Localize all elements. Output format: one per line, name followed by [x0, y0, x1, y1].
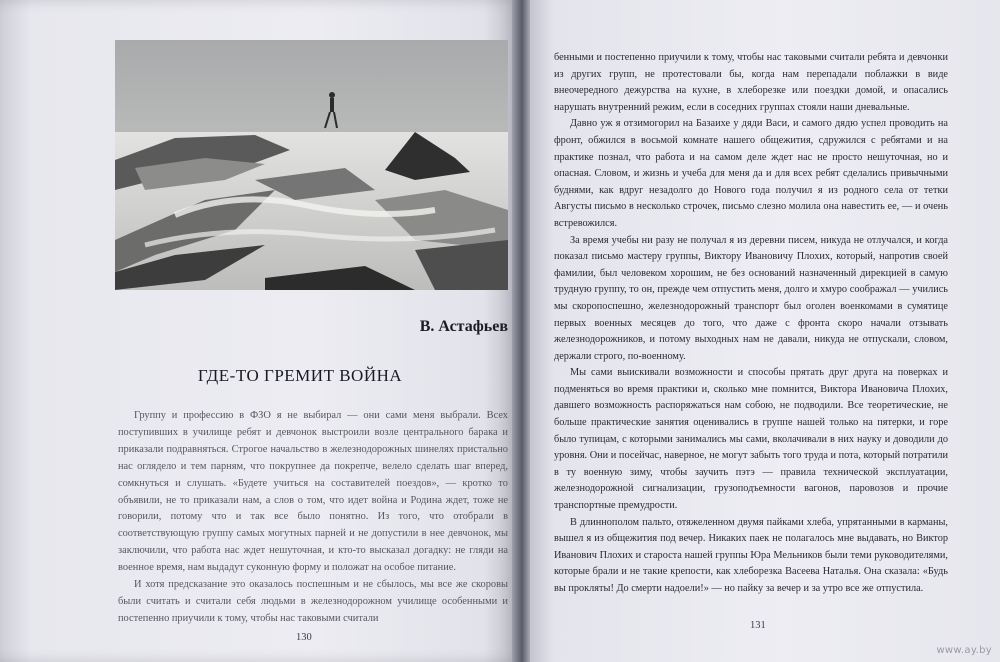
- paragraph: Давно уж я отзимогорил на Базаихе у дяди Васи, и самого дядю успел проводить на фронт, обжился в восьмой комнате нашего общежития, сдружился с ребятами и на практике познал, что работа и на самом деле ждет нас не просто нешуточная, но и опасная. Словом, и жизнь и учеба для меня да и для всех ребят сделались привычными буднями, как вдруг незадолго до Нового года получил я из родного села от тетки Августы письмо в несколько строчек, письмо слезно молила она навестить ее, — и очень встревожился.: [554, 118, 948, 229]
- paragraph: Мы сами выискивали возможности и способы прятать друг друга на поверках и подменяться во время практики и, сколько мне помнится, Виктора Ивановича Плохих, давшего возможность распоряжаться нам собою, не подводили. Все теоретические, не больше практические занятия оценивались в группе нашей только на пятерки, и горе было тупицам, с которыми занимались мы сами, вколачивали в них науку и доводили до уровня. Они и посейчас, наверное, не могут забыть того труда и пота, который потратили в ту военную зиму, чтобы заучить пэтэ — правила технической эксплуатации, железнодорожной сигнализации, грузоподъемности вагонов, паровозов и прочие транспортные премудрости.: [554, 367, 948, 512]
- paragraph: И хотя предсказание это оказалось поспешным и не сбылось, мы все же скоровы были считать и считали себя людьми в железнодорожном училище особенными и постепенно приучили к тому, чтобы нас таковыми считали: [118, 579, 508, 624]
- left-page-text: [118, 408, 508, 628]
- right-page-text: [554, 50, 948, 598]
- book-gutter: [512, 0, 530, 662]
- paragraph: За время учебы ни разу не получал я из деревни писем, никуда не отлучался, и когда показал письмо мастеру группы, Виктору Ивановичу Плохих, который, напротив своей фамилии, был человеком хорошим, не без оснований назначенный дирекцией в самую трудную группу, то он, прежде чем отпустить меня, долго и хмуро соображал — учились мы скоропоспешно, железнодорожный транспорт был оголен военкомами в сумятице первых военных месяцев до того, что даже с фронта скоро начали отзывать железнодорожников, и потому выходных нам не давали, никуда не отпускали, словом, держали строго, по-военному.: [554, 234, 948, 362]
- page-number-left: 130: [296, 632, 312, 643]
- paragraph: бенными и постепенно приучили к тому, чтобы нас таковыми считали ребята и девчонки из других групп, не протестовали бы, когда нам перепадали поблажки в виде внеочередного дежурства на кухне, в хлеборезке или поездки домой, и опасались нарушать внутренний режим, если в соседних группах стояли наши дневальные.: [554, 52, 948, 113]
- paragraph: Группу и профессию в ФЗО я не выбирал — они сами меня выбрали. Всех поступивших в училище ребят и девчонок выстроили возле центрального барака и приказали подравняться. Строгое начальство в железнодорожных шинелях пристально нас оглядело и тем парням, что покрупнее да покрепче, велело сделать шаг вперед, сомкнуться и слушать. «Будете учиться на составителей поездов», — кротко то объявили, не то приказали нам, а слов о том, что идет война и Родина ждет, тоже не говорили, потому что и так все было понятно. Из того, что отобрали в соответствующую группу самых могутных парней и не допустили в нее девчонок, мы заключили, что работа нас ждет нешуточная, и кто-то высказал догадку: не гляди на военное время, нам выдадут суконную форму и положат на особое питание.: [118, 410, 508, 574]
- author-name: В. Астафьев: [419, 318, 508, 335]
- page-number-right: 131: [750, 620, 766, 631]
- snowy-landscape-photo: [115, 40, 508, 290]
- chapter-title: ГДЕ-ТО ГРЕМИТ ВОЙНА: [197, 366, 403, 385]
- paragraph: В длиннополом пальто, отяжеленном двумя пайками хлеба, упрятанными в карманы, вышел я из общежития под вечер. Никаких паек не полагалось мне выдавать, но Виктор Иванович Плохих и староста нашей группы Юра Мельников были теми руководителями, которые брали и не такие крепости, как хлеборезка Васеева Наталья. Она сказала: «Будь вы прокляты! До смерти надоели!» — но пайку за вечер и за утро все же отпустила.: [554, 516, 948, 594]
- watermark: www.ay.by: [936, 645, 992, 656]
